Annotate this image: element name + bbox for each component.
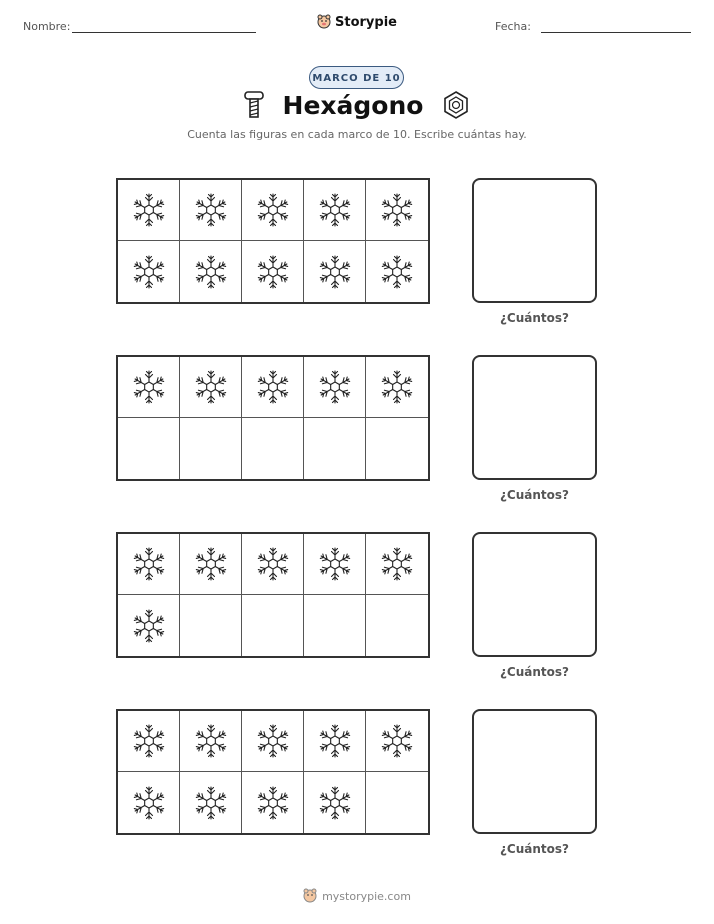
snowflake-hexagon-icon	[379, 723, 415, 759]
frame-cell	[366, 357, 428, 418]
frame-cell	[304, 418, 366, 479]
brand-logo	[0, 14, 714, 30]
answer-label-1: ¿Cuántos?	[499, 311, 570, 325]
frame-cell	[366, 241, 428, 302]
date-line[interactable]	[541, 32, 691, 33]
frame-cell	[118, 711, 180, 772]
snowflake-hexagon-icon	[193, 723, 229, 759]
snowflake-hexagon-icon	[131, 608, 167, 644]
frame-cell	[304, 711, 366, 772]
frame-cell	[366, 595, 428, 656]
snowflake-hexagon-icon	[131, 546, 167, 582]
frame-cell	[366, 772, 428, 833]
frame-cell	[366, 180, 428, 241]
frame-cell	[242, 357, 304, 418]
worksheet-type-badge: MARCO DE 10	[309, 66, 404, 89]
snowflake-hexagon-icon	[317, 723, 353, 759]
answer-label-4: ¿Cuántos?	[499, 842, 570, 856]
page-title: Hexágono	[282, 90, 424, 120]
instructions: Cuenta las figuras en cada marco de 10. Escribe cuántas hay.	[187, 128, 527, 141]
snowflake-hexagon-icon	[317, 785, 353, 821]
frame-cell	[118, 180, 180, 241]
snowflake-hexagon-icon	[131, 369, 167, 405]
frame-cell	[366, 418, 428, 479]
snowflake-hexagon-icon	[193, 546, 229, 582]
frame-cell	[304, 595, 366, 656]
screw-icon	[243, 90, 265, 120]
snowflake-hexagon-icon	[193, 254, 229, 290]
frame-cell	[118, 357, 180, 418]
snowflake-hexagon-icon	[317, 254, 353, 290]
answer-box-3[interactable]	[472, 532, 597, 657]
ten-frame-4	[116, 709, 430, 835]
snowflake-hexagon-icon	[131, 254, 167, 290]
snowflake-hexagon-icon	[131, 192, 167, 228]
snowflake-hexagon-icon	[193, 785, 229, 821]
answer-box-2[interactable]	[472, 355, 597, 480]
frame-cell	[304, 180, 366, 241]
name-line[interactable]	[72, 32, 256, 33]
snowflake-hexagon-icon	[255, 723, 291, 759]
frame-cell	[180, 595, 242, 656]
brand-name: Storypie	[335, 14, 397, 30]
footer	[0, 888, 714, 904]
frame-cell	[118, 772, 180, 833]
date-label: Fecha:	[495, 20, 531, 33]
title-row	[0, 90, 714, 120]
snowflake-hexagon-icon	[255, 192, 291, 228]
frame-cell	[366, 711, 428, 772]
frame-cell	[242, 534, 304, 595]
storypie-mascot-icon	[303, 888, 317, 904]
snowflake-hexagon-icon	[193, 192, 229, 228]
frame-cell	[304, 772, 366, 833]
snowflake-hexagon-icon	[255, 546, 291, 582]
frame-cell	[242, 772, 304, 833]
frame-cell	[180, 534, 242, 595]
snowflake-hexagon-icon	[317, 546, 353, 582]
snowflake-hexagon-icon	[255, 369, 291, 405]
answer-box-4[interactable]	[472, 709, 597, 834]
storypie-mascot-icon	[317, 14, 331, 30]
ten-frame-1	[116, 178, 430, 304]
frame-cell	[180, 357, 242, 418]
frame-cell	[118, 534, 180, 595]
snowflake-hexagon-icon	[317, 369, 353, 405]
name-label: Nombre:	[23, 20, 71, 33]
snowflake-hexagon-icon	[379, 254, 415, 290]
answer-label-3: ¿Cuántos?	[499, 665, 570, 679]
snowflake-hexagon-icon	[317, 192, 353, 228]
snowflake-hexagon-icon	[379, 546, 415, 582]
answer-label-2: ¿Cuántos?	[499, 488, 570, 502]
frame-cell	[304, 241, 366, 302]
frame-cell	[366, 534, 428, 595]
snowflake-hexagon-icon	[255, 254, 291, 290]
hexagon-nut-icon	[441, 90, 471, 120]
frame-cell	[180, 180, 242, 241]
frame-cell	[304, 357, 366, 418]
frame-cell	[180, 418, 242, 479]
answer-box-1[interactable]	[472, 178, 597, 303]
snowflake-hexagon-icon	[131, 723, 167, 759]
frame-cell	[118, 241, 180, 302]
footer-url: mystorypie.com	[322, 889, 411, 903]
frame-cell	[242, 418, 304, 479]
frame-cell	[180, 241, 242, 302]
snowflake-hexagon-icon	[131, 785, 167, 821]
frame-cell	[118, 595, 180, 656]
ten-frame-3	[116, 532, 430, 658]
snowflake-hexagon-icon	[255, 785, 291, 821]
frame-cell	[242, 711, 304, 772]
frame-cell	[180, 772, 242, 833]
frame-cell	[180, 711, 242, 772]
frame-cell	[304, 534, 366, 595]
frame-cell	[242, 180, 304, 241]
snowflake-hexagon-icon	[379, 192, 415, 228]
frame-cell	[242, 595, 304, 656]
frame-cell	[242, 241, 304, 302]
frame-cell	[118, 418, 180, 479]
snowflake-hexagon-icon	[379, 369, 415, 405]
ten-frame-2	[116, 355, 430, 481]
snowflake-hexagon-icon	[193, 369, 229, 405]
